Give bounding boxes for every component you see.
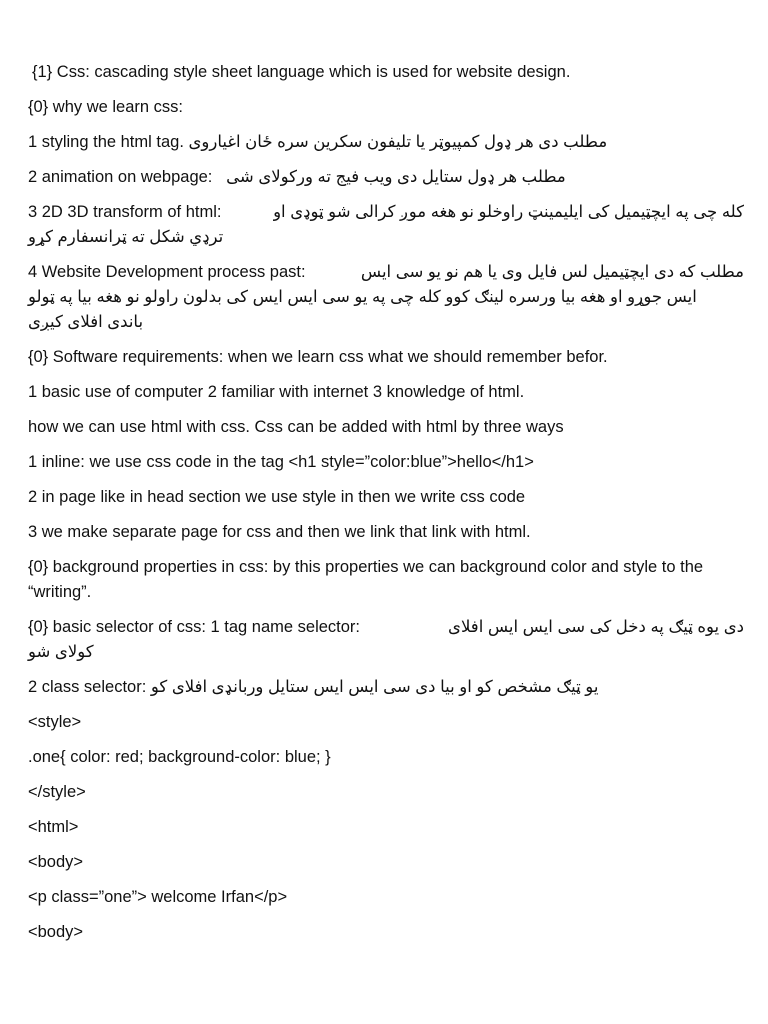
three-ways-intro-line: how we can use html with css. Css can be added with html by three ways (28, 418, 564, 436)
class-selector-line (28, 675, 744, 700)
background-properties-line: {0} background properties in css: by this properties we can background color and style to the “writing”. (28, 558, 704, 601)
reason-3-pashto-line-1: کله چی په ایچټیمیل کی ایلیمینټ راوخلو نو هغه موږ کرالی شو ټوډی او (273, 203, 744, 221)
reason-4-pashto-line-3: باندی افلای کیږی (28, 313, 144, 331)
requirements-list-line: 1 basic use of computer 2 familiar with internet 3 knowledge of html. (28, 383, 525, 401)
reason-3-block (28, 200, 744, 250)
reason-2-english: 2 animation on webpage: (28, 168, 213, 186)
code-html-open: <html> (28, 818, 79, 836)
why-learn-css-heading: {0} why we learn css: (28, 98, 183, 116)
reason-2-pashto: مطلب هر ډول ستایل دی ویب فیج ته ورکولای شی (226, 168, 566, 186)
code-body-close: <body> (28, 923, 84, 941)
reason-3-english: 3 2D 3D transform of html: (28, 203, 222, 221)
reason-1-pashto: مطلب دی هر ډول کمپیوټر یا تلیفون سکرین سره ځان اغیاروی (188, 133, 608, 151)
reason-4-block (28, 260, 744, 335)
reason-4-english: 4 Website Development process past: (28, 263, 306, 281)
software-requirements-heading: {0} Software requirements: when we learn css what we should remember befor. (28, 348, 608, 366)
code-body-open: <body> (28, 853, 84, 871)
reason-1-line (28, 130, 744, 155)
code-one-rule: .one{ color: red; background-color: blue; } (28, 748, 331, 766)
in-page-way-line: 2 in page like in head section we use style in then we write css code (28, 488, 526, 506)
inline-way-line: 1 inline: we use css code in the tag <h1 style=”color:blue”>hello</h1> (28, 453, 534, 471)
document-page (28, 60, 744, 955)
basic-selector-english: {0} basic selector of css: 1 tag name selector: (28, 618, 361, 636)
reason-2-line (28, 165, 744, 190)
class-selector-english: 2 class selector: (28, 678, 147, 696)
class-selector-pashto: یو ټیګ مشخص کو او بیا دی سی ایس ایس ستایل وربانډی افلای کو (150, 678, 599, 696)
basic-selector-pashto-line-1: دی یوه ټیګ په دخل کی سی ایس ایس افلای (448, 618, 744, 636)
code-style-close: </style> (28, 783, 86, 801)
css-definition-line: {1} Css: cascading style sheet language which is used for website design. (32, 63, 571, 81)
reason-3-pashto-line-2: ترډي شکل ته ټرانسفارم کړو (28, 228, 224, 246)
code-paragraph: <p class=”one”> welcome Irfan</p> (28, 888, 288, 906)
code-style-open: <style> (28, 713, 82, 731)
basic-selector-pashto-line-2: کولای شو (28, 643, 94, 661)
separate-page-way-line: 3 we make separate page for css and then we link that link with html. (28, 523, 531, 541)
basic-selector-block (28, 615, 744, 665)
reason-4-pashto-line-1: مطلب که دی ایچټیمیل لس فایل وی یا هم نو یو سی ایس (360, 263, 744, 281)
reason-1-english: 1 styling the html tag. (28, 133, 184, 151)
reason-4-pashto-line-2: ایس جوړو او هغه بیا ورسره لینګ کوو کله چی په یو سی ایس ایس کی بدلون راولو نو هغه بیا په ټولو (28, 288, 697, 306)
